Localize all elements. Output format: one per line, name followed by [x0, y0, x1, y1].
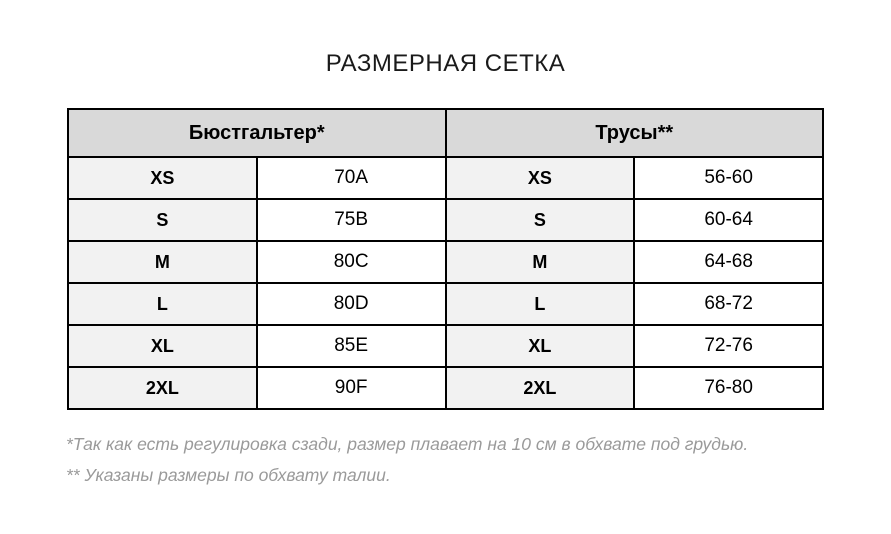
footnote-panties: ** Указаны размеры по обхвату талии. — [66, 464, 391, 485]
panties-value-cell: 72-76 — [634, 325, 823, 367]
size-table — [67, 108, 824, 410]
panties-value-cell: 68-72 — [634, 283, 823, 325]
panties-size-cell: 2XL — [446, 367, 635, 409]
bra-size-cell: L — [68, 283, 257, 325]
panties-value-cell: 60-64 — [634, 199, 823, 241]
bra-value-cell: 70A — [257, 157, 446, 199]
table-row — [68, 157, 823, 199]
bra-size-cell: XS — [68, 157, 257, 199]
panties-value-cell: 64-68 — [634, 241, 823, 283]
bra-value-cell: 80D — [257, 283, 446, 325]
table-row — [68, 241, 823, 283]
table-row — [68, 199, 823, 241]
panties-size-cell: M — [446, 241, 635, 283]
group-header-bra: Бюстгальтер* — [68, 109, 446, 157]
bra-size-cell: 2XL — [68, 367, 257, 409]
table-row — [68, 283, 823, 325]
table-row — [68, 367, 823, 409]
bra-value-cell: 85E — [257, 325, 446, 367]
bra-size-cell: M — [68, 241, 257, 283]
table-row — [68, 325, 823, 367]
panties-value-cell: 76-80 — [634, 367, 823, 409]
panties-size-cell: S — [446, 199, 635, 241]
group-header-panties: Трусы** — [446, 109, 824, 157]
panties-size-cell: L — [446, 283, 635, 325]
bra-value-cell: 75B — [257, 199, 446, 241]
panties-value-cell: 56-60 — [634, 157, 823, 199]
size-table-body — [68, 157, 823, 409]
bra-value-cell: 80C — [257, 241, 446, 283]
bra-size-cell: S — [68, 199, 257, 241]
bra-size-cell: XL — [68, 325, 257, 367]
size-table-header — [68, 109, 823, 157]
footnotes — [66, 434, 856, 496]
footnote-bra: *Так как есть регулировка сзади, размер плавает на 10 см в обхвате под грудью. — [66, 434, 749, 454]
bra-value-cell: 90F — [257, 367, 446, 409]
panties-size-cell: XL — [446, 325, 635, 367]
page-title: РАЗМЕРНАЯ СЕТКА — [325, 50, 566, 77]
table-header-row — [68, 109, 823, 157]
panties-size-cell: XS — [446, 157, 635, 199]
